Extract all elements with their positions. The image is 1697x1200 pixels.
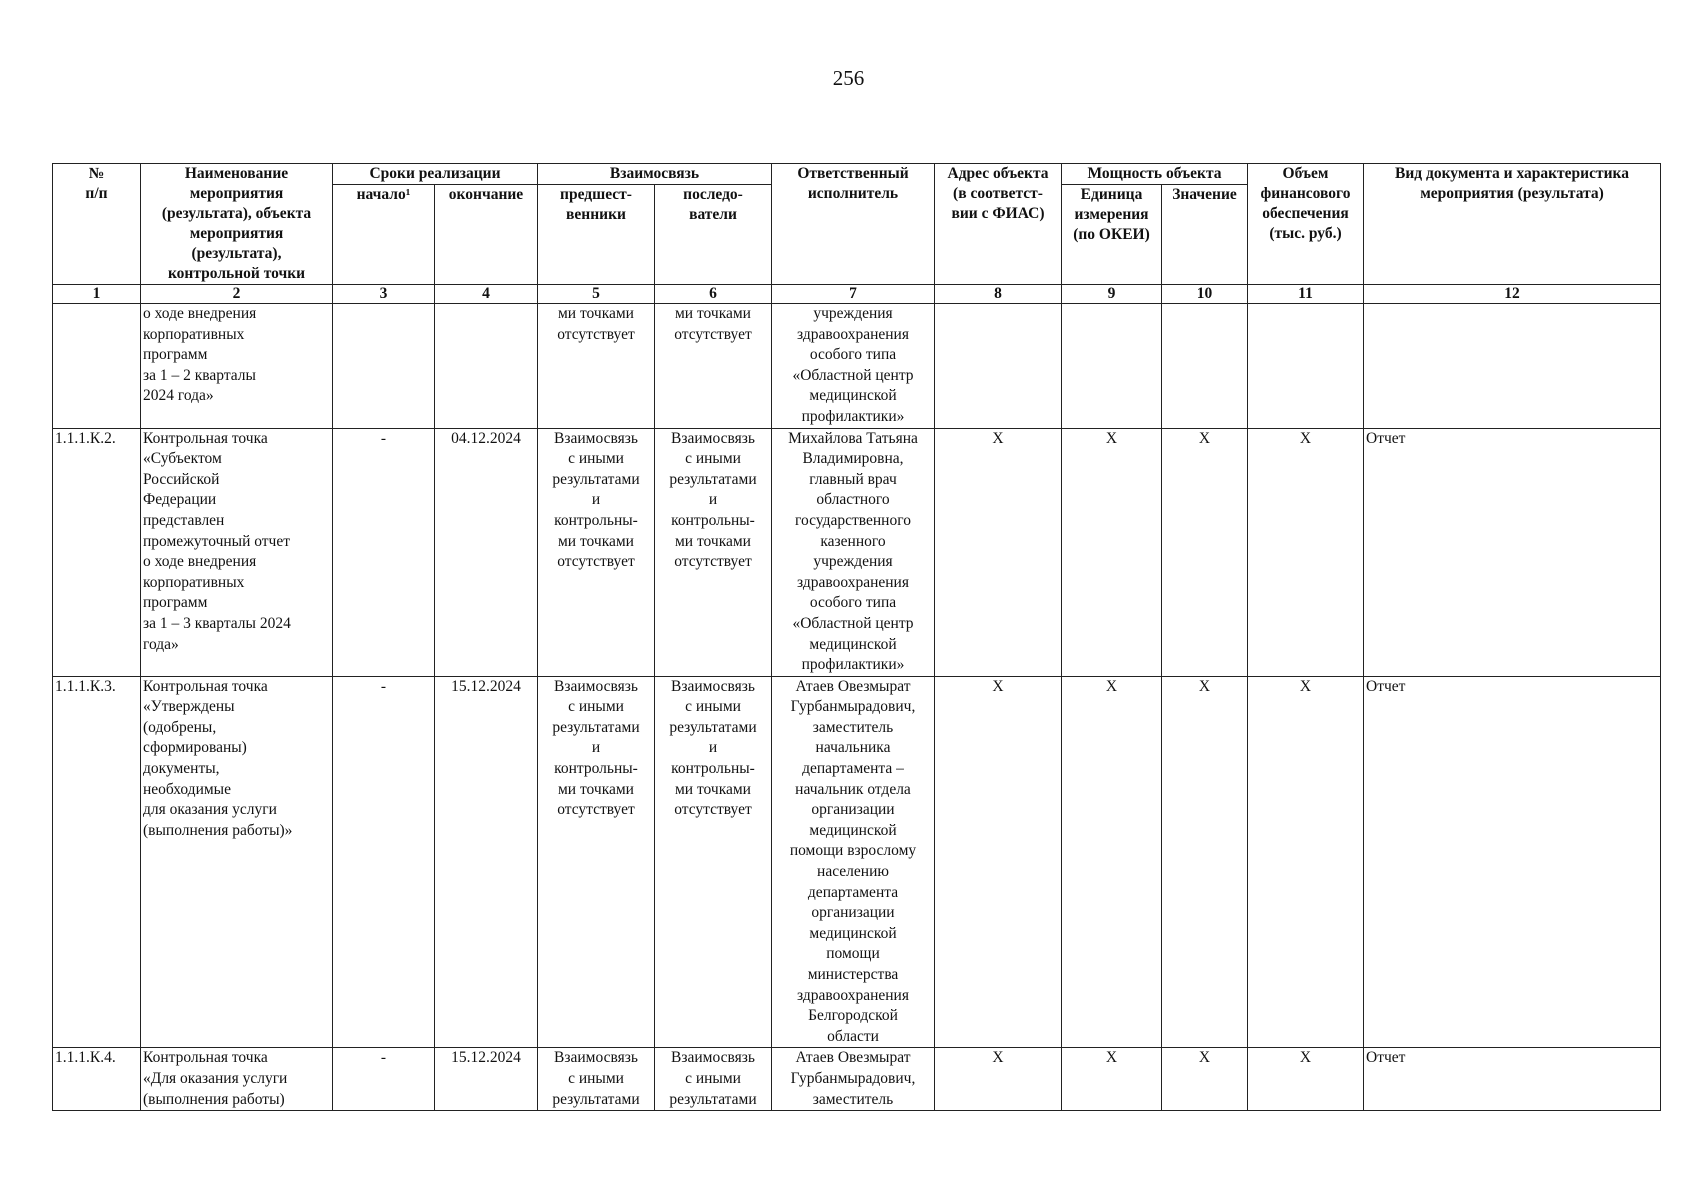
header-successors: последо- ватели [655, 185, 772, 285]
row-finance: X [1248, 428, 1364, 676]
row-end: 15.12.2024 [435, 1048, 538, 1111]
row-responsible: Атаев Овезмырат Гурбанмырадович, заместитель [772, 1048, 935, 1111]
row-name: о ходе внедрения корпоративных программ за 1 – 2 кварталы 2024 года» [141, 304, 333, 429]
row-end: 04.12.2024 [435, 428, 538, 676]
column-number: 4 [435, 285, 538, 304]
activities-table [52, 163, 1661, 1111]
row-finance: X [1248, 1048, 1364, 1111]
table-row [53, 304, 1661, 429]
header-doc-type: Вид документа и характеристика мероприятия (результата) [1364, 164, 1661, 285]
header-finance: Объем финансового обеспечения (тыс. руб.) [1248, 164, 1364, 285]
row-responsible: Михайлова Татьяна Владимировна, главный врач областного государственного казенного учреждения здравоохранения особого типа «Областной центр медицинской профилактики» [772, 428, 935, 676]
header-value: Значение [1162, 185, 1248, 285]
row-name: Контрольная точка «Субъектом Российской Федерации представлен промежуточный отчет о ходе внедрения корпоративных программ за 1 – 3 кварталы 2024 года» [141, 428, 333, 676]
column-number: 12 [1364, 285, 1661, 304]
column-numbers-row [53, 285, 1661, 304]
column-number: 7 [772, 285, 935, 304]
column-number: 1 [53, 285, 141, 304]
row-start [333, 304, 435, 429]
column-number: 9 [1062, 285, 1162, 304]
row-number: 1.1.1.К.4. [53, 1048, 141, 1111]
row-finance [1248, 304, 1364, 429]
header-end: окончание [435, 185, 538, 285]
row-name: Контрольная точка «Для оказания услуги (выполнения работы) [141, 1048, 333, 1111]
row-predecessors: ми точками отсутствует [538, 304, 655, 429]
row-address: X [935, 1048, 1062, 1111]
row-end [435, 304, 538, 429]
column-number: 6 [655, 285, 772, 304]
column-number: 10 [1162, 285, 1248, 304]
row-unit: X [1062, 676, 1162, 1048]
row-doc-type: Отчет [1364, 1048, 1661, 1111]
header-relation: Взаимосвязь [538, 164, 772, 185]
header-name: Наименование мероприятия (результата), объекта мероприятия (результата), контрольной точки [141, 164, 333, 285]
column-number: 2 [141, 285, 333, 304]
row-unit: X [1062, 1048, 1162, 1111]
column-number: 8 [935, 285, 1062, 304]
row-responsible: учреждения здравоохранения особого типа «Областной центр медицинской профилактики» [772, 304, 935, 429]
row-address: X [935, 428, 1062, 676]
row-address [935, 304, 1062, 429]
row-start: - [333, 676, 435, 1048]
row-value [1162, 304, 1248, 429]
row-predecessors: Взаимосвязь с иными результатами и контрольны- ми точками отсутствует [538, 428, 655, 676]
header-unit: Единица измерения (по ОКЕИ) [1062, 185, 1162, 285]
row-name: Контрольная точка «Утверждены (одобрены, сформированы) документы, необходимые для оказания услуги (выполнения работы)» [141, 676, 333, 1048]
row-successors: ми точками отсутствует [655, 304, 772, 429]
row-number: 1.1.1.К.2. [53, 428, 141, 676]
row-address: X [935, 676, 1062, 1048]
header-responsible: Ответственный исполнитель [772, 164, 935, 285]
header-row-1 [53, 164, 1661, 185]
row-successors: Взаимосвязь с иными результатами и контрольны- ми точками отсутствует [655, 676, 772, 1048]
row-end: 15.12.2024 [435, 676, 538, 1048]
table-row [53, 428, 1661, 676]
column-number: 5 [538, 285, 655, 304]
header-address: Адрес объекта (в соответст- вии с ФИАС) [935, 164, 1062, 285]
table-row [53, 676, 1661, 1048]
row-unit: X [1062, 428, 1162, 676]
row-number [53, 304, 141, 429]
header-num: № п/п [53, 164, 141, 285]
row-value: X [1162, 1048, 1248, 1111]
row-predecessors: Взаимосвязь с иными результатами и контрольны- ми точками отсутствует [538, 676, 655, 1048]
row-doc-type [1364, 304, 1661, 429]
page-number: 256 [832, 66, 865, 90]
header-predecessors: предшест- венники [538, 185, 655, 285]
row-predecessors: Взаимосвязь с иными результатами [538, 1048, 655, 1111]
row-successors: Взаимосвязь с иными результатами [655, 1048, 772, 1111]
row-value: X [1162, 428, 1248, 676]
row-responsible: Атаев Овезмырат Гурбанмырадович, заместитель начальника департамента – начальник отдела организации медицинской помощи взрослому населению департамента организации медицинской помощи министерства здравоохранения Белгородской области [772, 676, 935, 1048]
row-start: - [333, 1048, 435, 1111]
table-row [53, 1048, 1661, 1111]
header-capacity: Мощность объекта [1062, 164, 1248, 185]
column-number: 11 [1248, 285, 1364, 304]
row-finance: X [1248, 676, 1364, 1048]
header-start: начало¹ [333, 185, 435, 285]
row-value: X [1162, 676, 1248, 1048]
row-start: - [333, 428, 435, 676]
header-terms: Сроки реализации [333, 164, 538, 185]
column-number: 3 [333, 285, 435, 304]
row-successors: Взаимосвязь с иными результатами и контрольны- ми точками отсутствует [655, 428, 772, 676]
row-number: 1.1.1.К.3. [53, 676, 141, 1048]
row-doc-type: Отчет [1364, 428, 1661, 676]
row-unit [1062, 304, 1162, 429]
row-doc-type: Отчет [1364, 676, 1661, 1048]
